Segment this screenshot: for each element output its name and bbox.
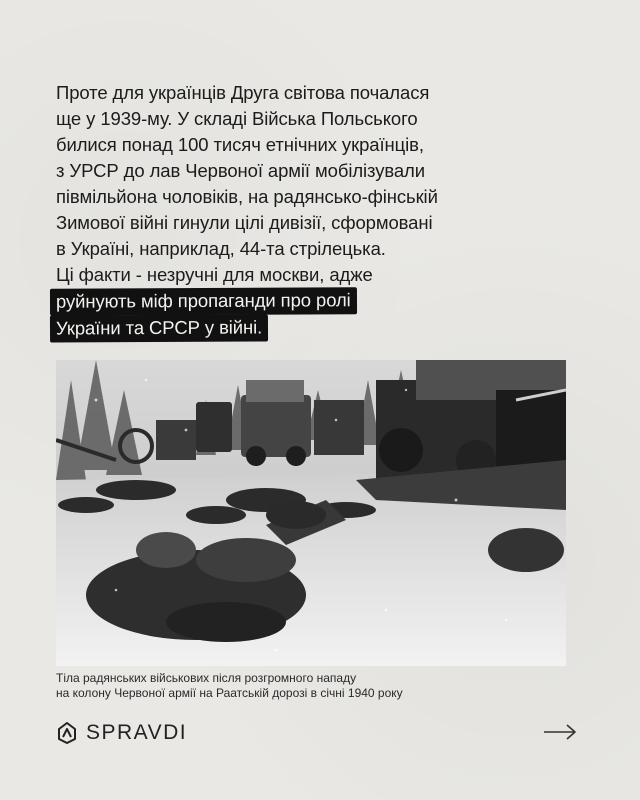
highlighted-text: руйнують міф пропаганди про ролі: [50, 287, 357, 316]
article-line: билися понад 100 тисяч етнічних українців,: [56, 134, 424, 155]
article-line: півмільйона чоловіків, на радянсько-фінській: [56, 186, 438, 207]
caption-line: Тіла радянських військових після розгромного нападу: [56, 671, 357, 685]
caption-line: на колону Червоної армії на Раатській дорозі в січні 1940 року: [56, 686, 403, 700]
brand-logo[interactable]: [56, 718, 187, 748]
article-text: [56, 80, 596, 342]
article-line: Проте для українців Друга світова почалася: [56, 82, 430, 103]
article-line: Ці факти - незручні для москви, адже: [56, 264, 373, 285]
article-line: ще у 1939-му. У складі Війська Польського: [56, 108, 418, 129]
arrow-right-icon[interactable]: [542, 720, 578, 744]
article-line: Зимової війні гинули цілі дивізії, сформовані: [56, 212, 433, 233]
spravdi-logo-icon: [56, 721, 78, 745]
article-line: в Україні, наприклад, 44-та стрілецька.: [56, 238, 386, 259]
brand-name: SPRAVDI: [86, 721, 188, 744]
article-line: з УРСР до лав Червоної армії мобілізували: [56, 160, 425, 181]
highlighted-text: України та СРСР у війні.: [50, 314, 268, 342]
photo-caption: [56, 671, 596, 701]
historical-photo: [56, 360, 566, 666]
